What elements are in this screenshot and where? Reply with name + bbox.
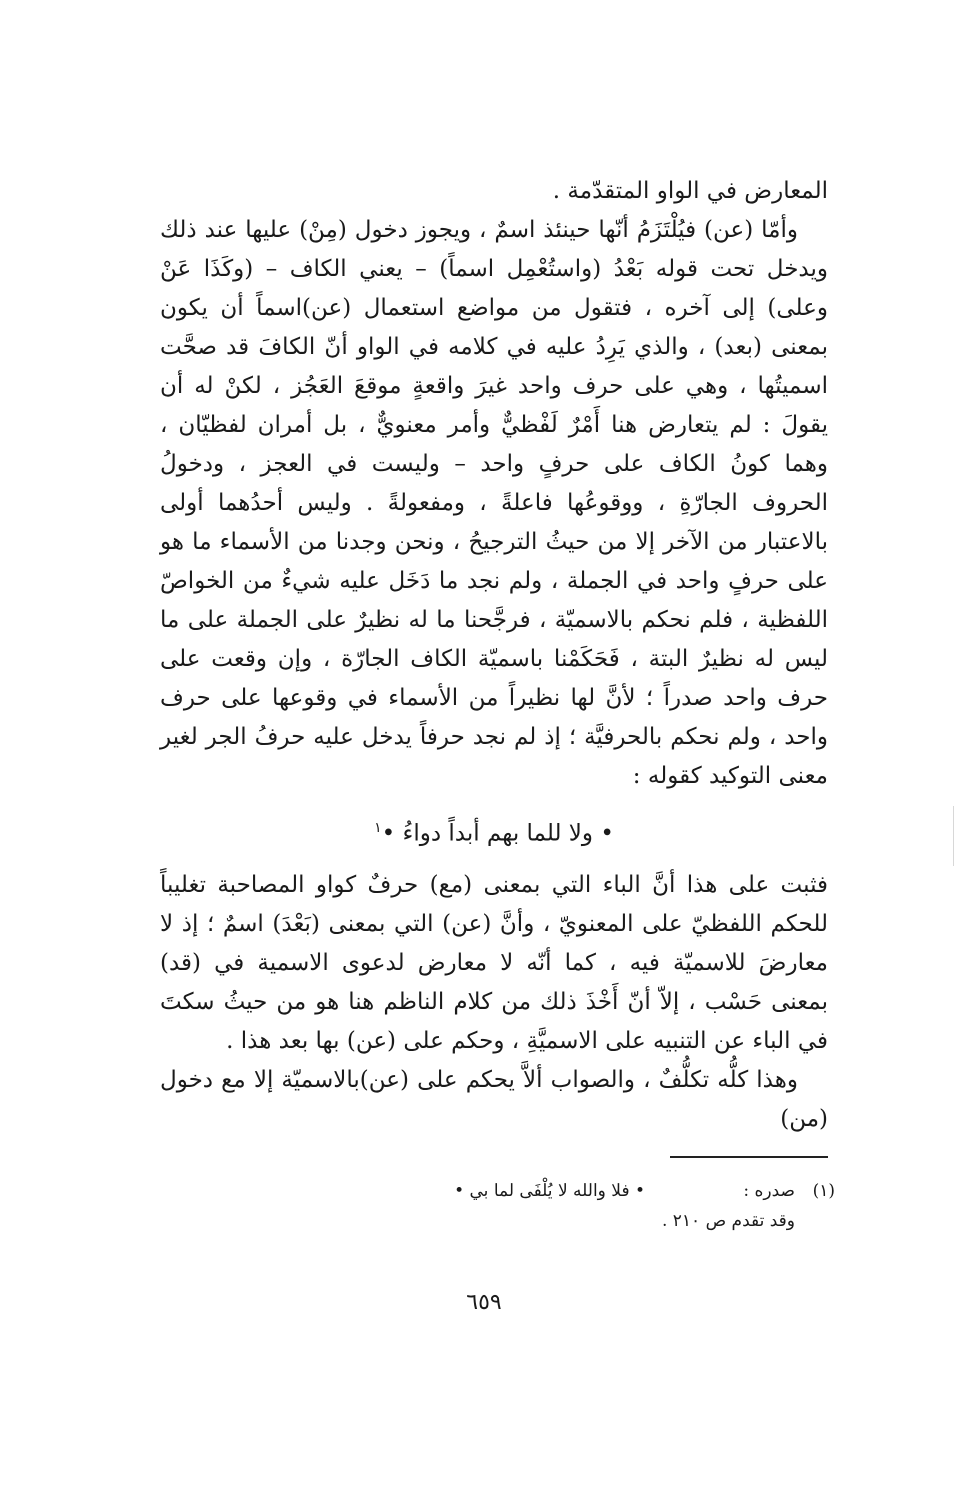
footnote-divider xyxy=(670,1156,828,1158)
main-text xyxy=(160,172,828,1139)
paragraph-1: المعارض في الواو المتقدّمة . xyxy=(552,178,828,204)
footnote-row xyxy=(180,1176,835,1206)
footnote-marker: (١) xyxy=(812,1181,835,1201)
page-number: ٦٥٩ xyxy=(466,1290,502,1315)
paragraph-4: وهذا كلُّه تكلُّفٌ ، والصواب ألاَّ يحكم على (عن)بالاسميّة إلا مع دخول (من) xyxy=(160,1066,828,1132)
scan-edge-mark xyxy=(953,806,954,866)
footnote-line-2: وقد تقدم ص ٢١٠ . xyxy=(661,1211,795,1231)
footnote-label: صدره : xyxy=(743,1181,795,1201)
footnote-reference: ١ xyxy=(374,820,382,836)
paragraph-2: وأمّا (عن) فيُلْتَزَمُ أنّها حينئذ اسمٌ ، ويجوز دخول (مِنْ) عليها عند ذلك ويدخل تحت قوله بَعْدُ (واستُعْمِل اسماً) – يعني الكاف – (وكَذَا عَنْ وعلى) إلى آخره ، فتقول من مواضع استعمال (عن)اسماً أن يكون بمعنى (بعد) ، والذي يَرِدُ عليه في كلامه في الواو أنّ الكافَ قد صحَّت اسميتُها ، وهي على حرف واحد غيرَ واقعةٍ موقعَ العَجُز ، لكنْ له أن يقولَ : لم يتعارض هنا أَمْرٌ لَفْظيٌّ وأمر معنويٌّ ، بل أمران لفظيّان ، وهما كونُ الكاف على حرفٍ واحد – وليست في العجز ، ودخولُ الحروف الجارّةِ ، ووقوعُها فاعلةً ، ومفعولةً . وليس أحدُهما أولى بالاعتبار من الآخر إلا من حيثُ الترجيحُ ، ونحن وجدنا من الأسماء ما هو على حرفٍ واحد في الجملة ، ولم نجد ما دَخَل عليه شيءٌ من الخواصّ اللفظية ، فلم نحكم بالاسميّة ، فرجَّحنا ما له نظيرٌ على الجملة على ما ليس له نظيرٌ البتة ، فَحَكَمْنا باسميّة الكاف الجارّة ، وإن وقعت على حرف واحد صدراً ؛ لأنَّ لها نظيراً من الأسماء في وقوعها على حرف واحد ، ولم نحكم بالحرفيَّة ؛ إذ لم نجد حرفاً يدخل عليه حرفُ الجر لغير معنى التوكيد كقوله : xyxy=(160,217,829,789)
verse-line xyxy=(160,808,828,854)
paragraph-3: فثبت على هذا أنَّ الباء التي بمعنى (مع) حرفٌ كواو المصاحبة تغليباً للحكم اللفظيّ على المعنويّ ، وأنَّ (عن) التي بمعنى (بَعْدَ) اسمٌ ؛ إذ لا معارضَ للاسميّة فيه ، كما أنّه لا معارض لدعوى الاسمية في (قد) بمعنى حَسْب ، إلاّ أنّ أَخْذَ ذلك من كلام الناظم هنا هو من حيثُ سكتَ في الباء عن التنبيه على الاسميَّةِ ، وحكم على (عن) بها بعد هذا . xyxy=(160,871,828,1054)
footnote-quote: • فلا والله لا يُلْفَى لما بي • xyxy=(454,1181,645,1201)
verse-text: • ولا للما بهم أبداً دواءُ • xyxy=(381,820,614,847)
footnotes xyxy=(180,1176,835,1236)
